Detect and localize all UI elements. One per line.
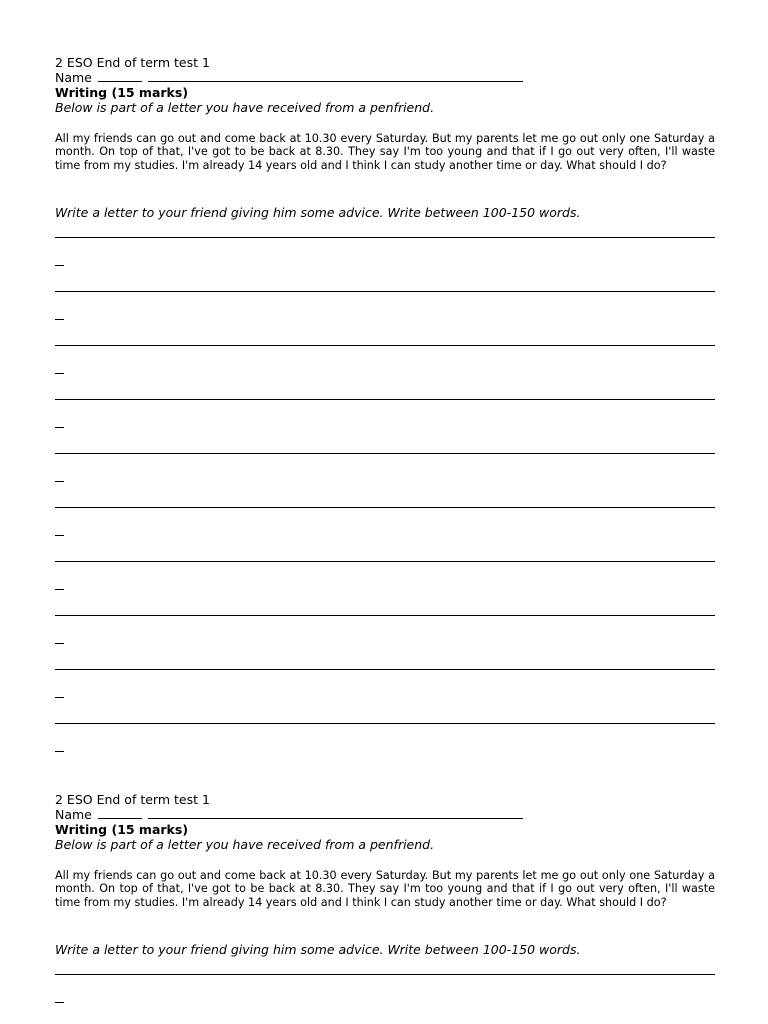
penfriend-letter: All my friends can go out and come back at 10.30 every Saturday. But my parents let me go out only one Saturday a month. On top of that, I've got to be back at 8.30. They say I'm too young and that if I go out very often, I'll waste time from my studies. I'm already 14 years old and I think I can study another time or day. What should I do?: [55, 869, 715, 909]
writing-line[interactable]: [55, 974, 715, 975]
line-end-mark: [55, 643, 64, 644]
name-label: Name: [55, 70, 92, 85]
name-blank[interactable]: [148, 807, 523, 819]
line-end-mark: [55, 589, 64, 590]
writing-line[interactable]: [55, 345, 715, 346]
line-end-mark: [55, 319, 64, 320]
writing-line[interactable]: [55, 615, 715, 616]
name-label: Name: [55, 807, 92, 822]
writing-line[interactable]: [55, 237, 715, 238]
test-sheet-1: [55, 55, 715, 220]
name-short-blank[interactable]: [98, 70, 142, 82]
test-sheet-2: [55, 792, 715, 957]
line-end-mark: [55, 697, 64, 698]
writing-line[interactable]: [55, 669, 715, 670]
intro-text: Below is part of a letter you have received from a penfriend.: [55, 100, 435, 115]
name-row: [55, 70, 715, 85]
line-end-mark: [55, 535, 64, 536]
line-end-mark: [55, 265, 64, 266]
line-end-mark: [55, 1002, 64, 1003]
line-end-mark: [55, 373, 64, 374]
writing-line[interactable]: [55, 291, 715, 292]
line-end-mark: [55, 481, 64, 482]
test-header: 2 ESO End of term test 1: [55, 55, 210, 70]
name-row: [55, 807, 715, 822]
penfriend-letter: All my friends can go out and come back at 10.30 every Saturday. But my parents let me go out only one Saturday a month. On top of that, I've got to be back at 8.30. They say I'm too young and that if I go out very often, I'll waste time from my studies. I'm already 14 years old and I think I can study another time or day. What should I do?: [55, 132, 715, 172]
writing-label: Writing (15 marks): [55, 822, 189, 837]
writing-label: Writing (15 marks): [55, 85, 189, 100]
instruction-text: Write a letter to your friend giving him some advice. Write between 100-150 words.: [55, 205, 581, 220]
writing-line[interactable]: [55, 507, 715, 508]
test-header: 2 ESO End of term test 1: [55, 792, 210, 807]
line-end-mark: [55, 751, 64, 752]
intro-text: Below is part of a letter you have received from a penfriend.: [55, 837, 435, 852]
writing-line[interactable]: [55, 399, 715, 400]
writing-line[interactable]: [55, 453, 715, 454]
writing-line[interactable]: [55, 561, 715, 562]
line-end-mark: [55, 427, 64, 428]
writing-line[interactable]: [55, 723, 715, 724]
name-blank[interactable]: [148, 70, 523, 82]
name-short-blank[interactable]: [98, 807, 142, 819]
instruction-text: Write a letter to your friend giving him some advice. Write between 100-150 words.: [55, 942, 581, 957]
